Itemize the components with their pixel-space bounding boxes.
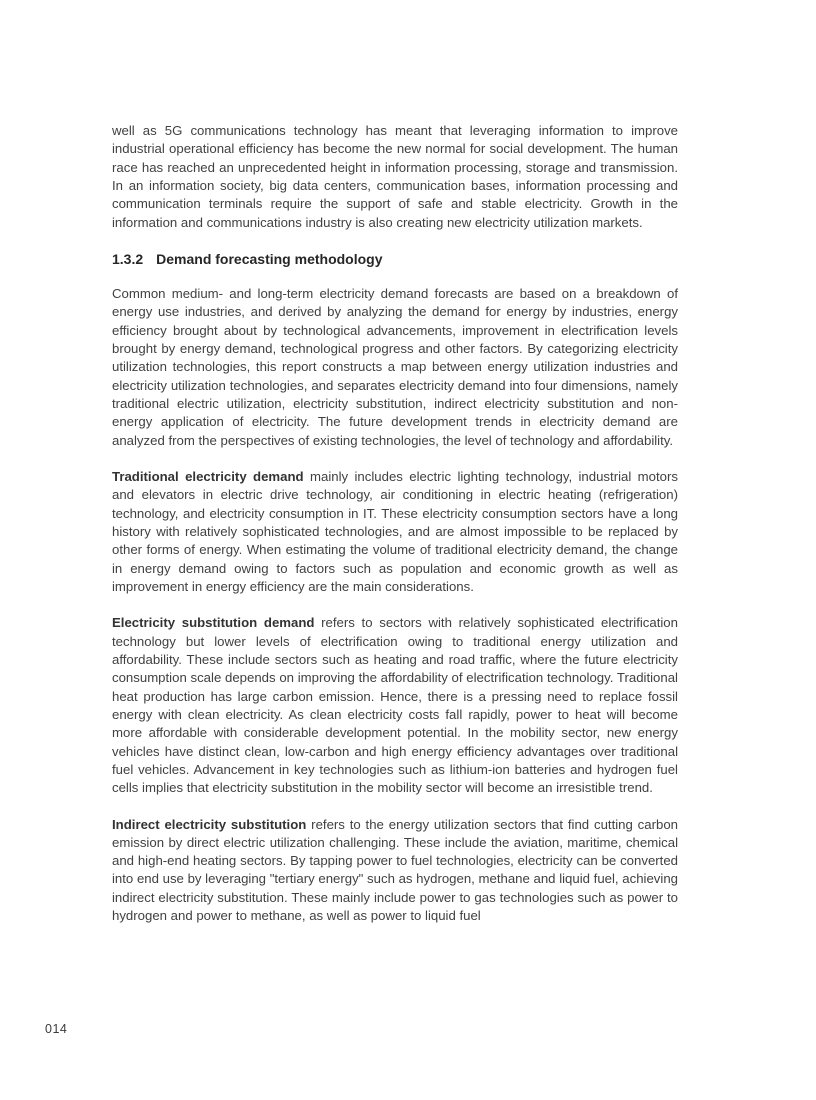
paragraph-traditional-demand [112, 468, 678, 596]
section-heading [112, 250, 678, 269]
intro-paragraph [112, 122, 678, 232]
section-number: 1.3.2 [112, 250, 144, 267]
paragraph-text: Common medium- and long-term electricity demand forecasts are based on a breakdown of energy use industries, and derived by analyzing the demand for energy by industries, energy efficiency brought about by technological advancements, improvement in electrification levels brought by energy demand, technological progress and other factors. By categorizing electricity utilization technologies, this report constructs a map between energy utilization industries and electricity utilization technologies, and separates electricity demand into four dimensions, namely traditional electric utilization, electricity substitution, indirect electricity substitution and non-energy application of electricity. The future development trends in electricity demand are analyzed from the perspectives of existing technologies, the level of technology and affordability. [112, 285, 678, 448]
paragraph-text: mainly includes electric lighting technology, industrial motors and elevators in electric drive technology, air conditioning in electric heating (refrigeration) technology, and electricity consumption in IT. These electricity consumption sectors have a long history with relatively sophisticated technologies, and are almost impossible to be replaced by other forms of energy. When estimating the volume of traditional electricity demand, the change in energy demand owing to factors such as population and economic growth as well as improvement in energy efficiency are the main considerations. [112, 468, 678, 594]
paragraph-text: refers to sectors with relatively sophisticated electrification technology but lower levels of electrification owing to traditional energy utilization and affordability. These include sectors such as heating and road traffic, where the future electricity consumption scale depends on improving the affordability of electrification technology. Traditional heat production has large carbon emission. Hence, there is a pressing need to replace fossil energy with clean electricity. As clean electricity costs fall rapidly, power to heat will become more affordable with considerable development potential. In the mobility sector, new energy vehicles have distinct clean, low-carbon and high energy efficiency advantages over traditional fuel vehicles. Advancement in key technologies such as lithium-ion batteries and hydrogen fuel cells implies that electricity substitution in the mobility sector will become an irresistible trend. [112, 615, 678, 796]
paragraph-indirect-substitution [112, 816, 678, 926]
page-number: 014 [45, 1022, 68, 1036]
section-title: Demand forecasting methodology [156, 250, 383, 267]
paragraph-lead: Indirect electricity substitution [112, 816, 307, 832]
paragraph-text: refers to the energy utilization sectors that find cutting carbon emission by direct electric utilization challenging. These include the aviation, maritime, chemical and high-end heating sectors. By tapping power to fuel technologies, electricity can be converted into end use by leveraging "tertiary energy" such as hydrogen, methane and liquid fuel, achieving indirect electricity substitution. These mainly include power to gas technologies such as power to hydrogen and power to methane, as well as power to liquid fuel [112, 816, 678, 924]
paragraph-methodology [112, 285, 678, 450]
paragraph-lead: Traditional electricity demand [112, 468, 304, 484]
paragraph-lead: Electricity substitution demand [112, 615, 315, 631]
text-column [112, 122, 678, 925]
intro-paragraph-text: well as 5G communications technology has meant that leveraging information to improve industrial operational efficiency has become the new normal for social development. The human race has reached an unprecedented height in information processing, storage and transmission. In an information society, big data centers, communication bases, information processing and communication terminals require the support of safe and stable electricity. Growth in the information and communications industry is also creating new electricity utilization markets. [112, 123, 678, 230]
paragraph-substitution-demand [112, 614, 678, 797]
page-footer [45, 1022, 67, 1036]
